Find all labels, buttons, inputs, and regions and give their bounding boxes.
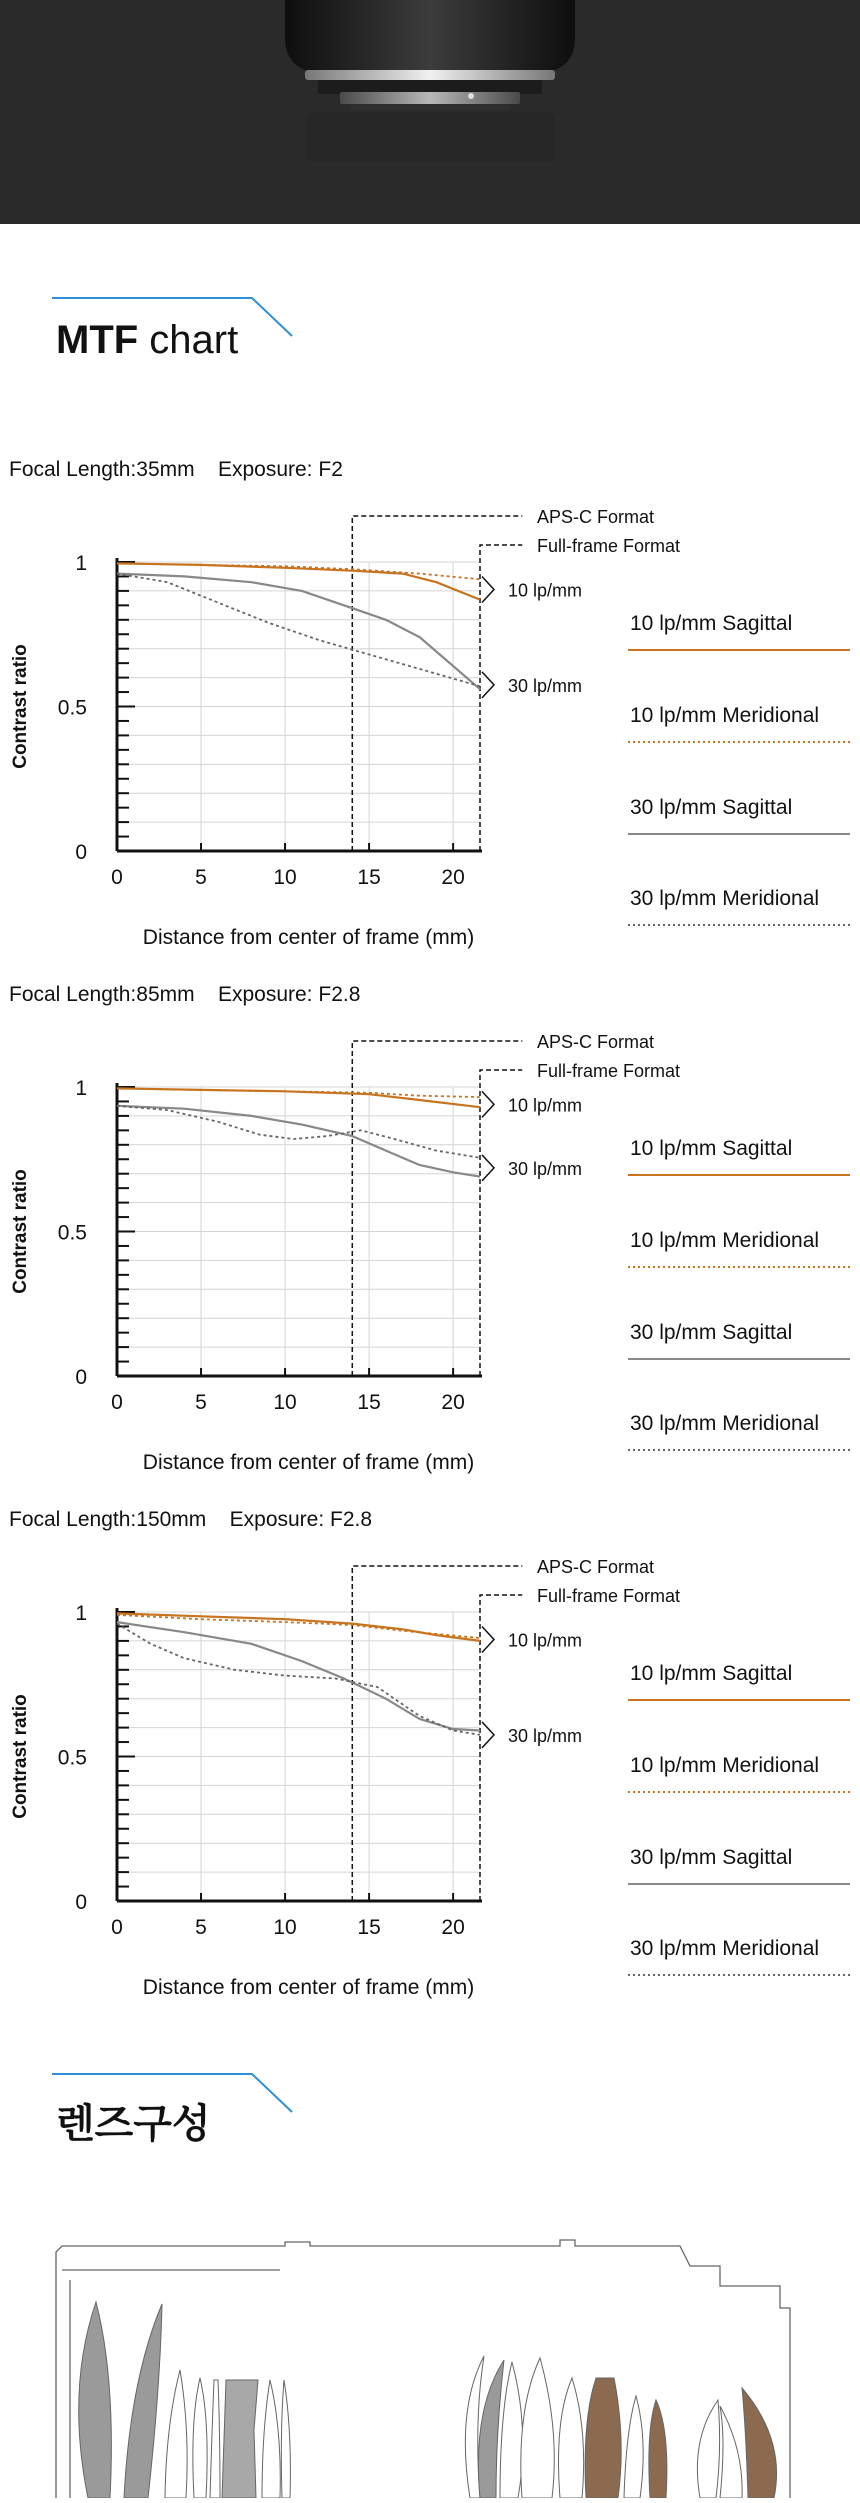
freq-bracket [482, 576, 494, 602]
freq-bracket [482, 1626, 494, 1652]
full-frame-label: Full-frame Format [537, 1061, 681, 1081]
x-tick-label: 10 [273, 866, 297, 889]
series-line [117, 563, 480, 599]
freq-bracket [482, 1155, 494, 1181]
freq-label: 10 lp/mm [508, 1095, 583, 1116]
lens-mount-illustration [0, 0, 860, 224]
full-frame-label: Full-frame Format [537, 536, 681, 556]
x-tick-label: 15 [357, 866, 381, 889]
x-tick-label: 15 [357, 1916, 381, 1939]
x-tick-label: 0 [111, 1916, 123, 1939]
y-tick-label: 0.5 [57, 1221, 87, 1245]
chart-caption: Focal Length:85mm Exposure: F2.8 [9, 983, 361, 1006]
full-frame-marker [480, 1070, 522, 1376]
legend-label: 30 lp/mm Sagittal [630, 1846, 793, 1869]
y-tick-label: 0.5 [57, 1746, 87, 1770]
lens-construction-diagram [0, 2230, 860, 2498]
freq-label: 10 lp/mm [508, 580, 583, 601]
y-axis-label: Contrast ratio [10, 1169, 31, 1294]
mtf-chart-1 [0, 458, 860, 978]
legend-label: 10 lp/mm Meridional [630, 1754, 820, 1777]
series-line [117, 1615, 480, 1638]
x-tick-label: 15 [357, 1391, 381, 1414]
series-line [117, 1624, 480, 1735]
y-tick-label: 1 [75, 1077, 87, 1100]
series-line [117, 1106, 480, 1177]
x-axis-label: Distance from center of frame (mm) [142, 1976, 475, 1999]
series-line [117, 1622, 480, 1730]
x-axis-label: Distance from center of frame (mm) [142, 926, 475, 949]
freq-bracket [482, 1091, 494, 1117]
y-tick-label: 0 [75, 1891, 87, 1914]
legend-label: 30 lp/mm Sagittal [630, 796, 793, 819]
x-tick-label: 10 [273, 1391, 297, 1414]
freq-bracket [482, 1722, 494, 1748]
aps-c-marker [352, 516, 522, 851]
hero-product-image [0, 0, 860, 224]
x-tick-label: 5 [195, 1391, 207, 1414]
x-axis-label: Distance from center of frame (mm) [142, 1451, 475, 1474]
full-frame-label: Full-frame Format [537, 1586, 681, 1606]
y-tick-label: 0 [75, 1366, 87, 1389]
legend-label: 10 lp/mm Sagittal [630, 612, 793, 635]
mtf-plot [0, 458, 860, 968]
freq-bracket [482, 672, 494, 698]
x-tick-label: 20 [441, 1916, 465, 1939]
y-tick-label: 1 [75, 1602, 87, 1625]
x-tick-label: 5 [195, 866, 207, 889]
mtf-section-title: MTF chart [56, 318, 239, 362]
legend-label: 30 lp/mm Meridional [630, 887, 820, 910]
freq-label: 30 lp/mm [508, 1158, 583, 1179]
aps-c-label: APS-C Format [537, 1557, 655, 1577]
y-tick-label: 0 [75, 841, 87, 864]
legend-label: 10 lp/mm Sagittal [630, 1662, 793, 1685]
aps-c-label: APS-C Format [537, 1032, 655, 1052]
legend-label: 10 lp/mm Sagittal [630, 1137, 793, 1160]
legend-label: 30 lp/mm Meridional [630, 1937, 820, 1960]
x-tick-label: 0 [111, 866, 123, 889]
x-tick-label: 0 [111, 1391, 123, 1414]
x-tick-label: 5 [195, 1916, 207, 1939]
x-tick-label: 20 [441, 1391, 465, 1414]
y-tick-label: 0.5 [57, 696, 87, 720]
x-tick-label: 20 [441, 866, 465, 889]
legend-label: 10 lp/mm Meridional [630, 1229, 820, 1252]
y-axis-label: Contrast ratio [10, 644, 31, 769]
mtf-plot [0, 1508, 860, 2018]
lens-section-title: 렌즈구성 [56, 2102, 211, 2146]
aps-c-marker [352, 1566, 522, 1901]
legend-label: 10 lp/mm Meridional [630, 704, 820, 727]
legend-label: 30 lp/mm Meridional [630, 1412, 820, 1435]
aps-c-label: APS-C Format [537, 507, 655, 527]
freq-label: 30 lp/mm [508, 675, 583, 696]
chart-caption: Focal Length:150mm Exposure: F2.8 [9, 1508, 373, 1531]
mtf-chart-2 [0, 983, 860, 1503]
mtf-chart-3 [0, 1508, 860, 2028]
series-line [117, 1106, 480, 1158]
freq-label: 10 lp/mm [508, 1630, 583, 1651]
y-tick-label: 1 [75, 552, 87, 575]
y-axis-label: Contrast ratio [10, 1694, 31, 1819]
freq-label: 30 lp/mm [508, 1725, 583, 1746]
aps-c-marker [352, 1041, 522, 1376]
mtf-plot [0, 983, 860, 1493]
legend-label: 30 lp/mm Sagittal [630, 1321, 793, 1344]
chart-caption: Focal Length:35mm Exposure: F2 [9, 458, 343, 481]
lens-elements-illustration [0, 2230, 860, 2498]
x-tick-label: 10 [273, 1916, 297, 1939]
